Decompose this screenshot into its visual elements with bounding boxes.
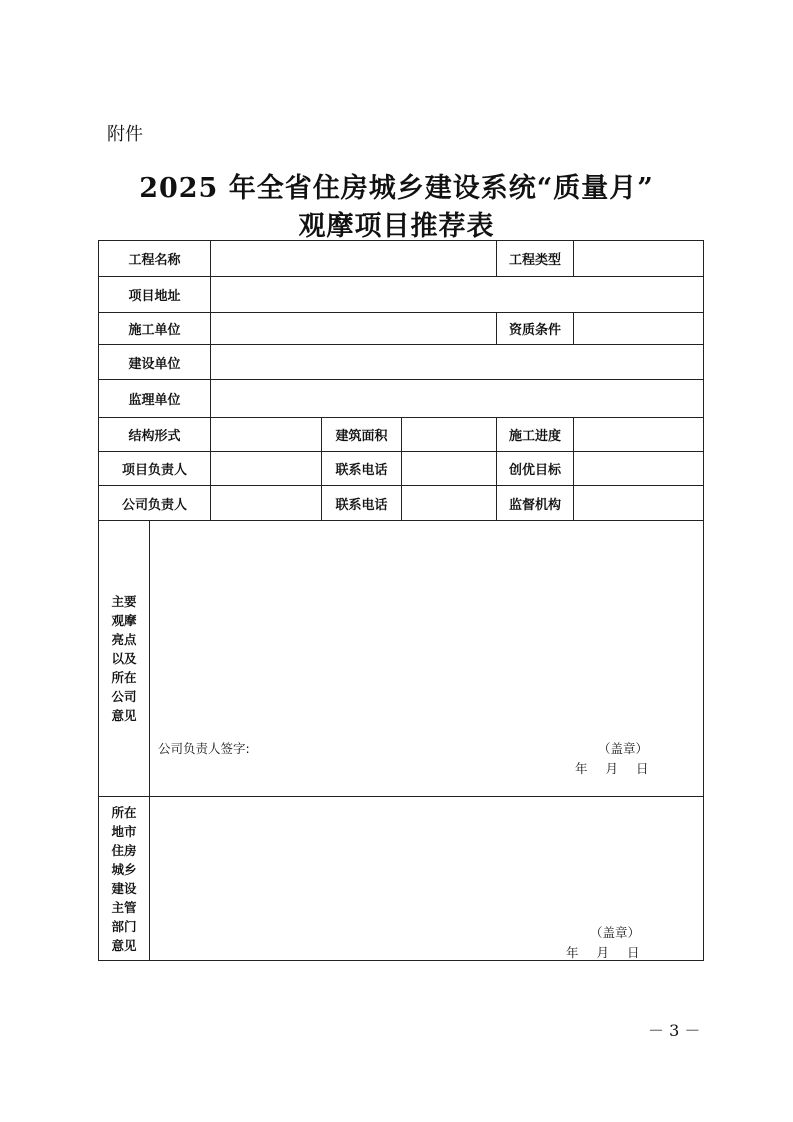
form-title-line2: 观摩项目推荐表	[298, 211, 495, 242]
qualification-label: 资质条件	[497, 313, 574, 345]
company-manager-field[interactable]	[211, 486, 322, 521]
company-signature-label: 公司负责人签字:	[158, 741, 250, 756]
excellence-goal-label: 创优目标	[497, 452, 574, 486]
highlights-opinion-area[interactable]	[150, 521, 704, 797]
row-construction-unit	[99, 313, 704, 345]
project-name-field[interactable]	[211, 241, 497, 277]
highlights-label-text: 主要观摩亮点以及所在公司意见	[111, 594, 137, 723]
project-address-field[interactable]	[211, 277, 704, 313]
row-supervision-unit	[99, 380, 704, 418]
contact-phone-label: 联系电话	[322, 452, 402, 486]
row-building-unit	[99, 345, 704, 380]
city-dept-label	[99, 797, 150, 961]
row-project-name	[99, 241, 704, 277]
building-area-field[interactable]	[402, 418, 497, 452]
supervising-agency-field[interactable]	[574, 486, 704, 521]
construction-unit-field[interactable]	[211, 313, 497, 345]
contact-phone-field[interactable]	[402, 486, 497, 521]
seal-label: （盖章）	[590, 925, 641, 940]
excellence-goal-field[interactable]	[574, 452, 704, 486]
row-structure	[99, 418, 704, 452]
recommendation-form-table	[98, 240, 704, 961]
construction-progress-field[interactable]	[574, 418, 704, 452]
contact-phone-field[interactable]	[402, 452, 497, 486]
building-area-label: 建筑面积	[322, 418, 402, 452]
building-unit-label: 建设单位	[99, 345, 211, 380]
row-project-address	[99, 277, 704, 313]
qualification-field[interactable]	[574, 313, 704, 345]
form-title-line1: 2025 年全省住房城乡建设系统“质量月”	[139, 173, 654, 204]
supervision-unit-field[interactable]	[211, 380, 704, 418]
row-project-manager	[99, 452, 704, 486]
supervision-unit-label: 监理单位	[99, 380, 211, 418]
structure-form-label: 结构形式	[99, 418, 211, 452]
row-city-dept	[99, 797, 704, 961]
building-unit-field[interactable]	[211, 345, 704, 380]
attachment-label: 附件	[107, 124, 143, 145]
highlights-label	[99, 521, 150, 797]
company-manager-label: 公司负责人	[99, 486, 211, 521]
page-number: － 3 －	[648, 1021, 701, 1040]
seal-label: （盖章）	[598, 741, 649, 756]
row-highlights	[99, 521, 704, 797]
structure-form-field[interactable]	[211, 418, 322, 452]
contact-phone-label: 联系电话	[322, 486, 402, 521]
city-dept-label-text: 所在地市住房城乡建设主管部门意见	[111, 804, 137, 953]
row-company-manager	[99, 486, 704, 521]
project-manager-label: 项目负责人	[99, 452, 211, 486]
supervising-agency-label: 监督机构	[497, 486, 574, 521]
city-dept-opinion-area[interactable]	[150, 797, 704, 961]
date-line: 年 月 日	[575, 761, 649, 776]
construction-unit-label: 施工单位	[99, 313, 211, 345]
construction-progress-label: 施工进度	[497, 418, 574, 452]
project-manager-field[interactable]	[211, 452, 322, 486]
project-type-field[interactable]	[574, 241, 704, 277]
project-name-label: 工程名称	[99, 241, 211, 277]
project-address-label: 项目地址	[99, 277, 211, 313]
project-type-label: 工程类型	[497, 241, 574, 277]
date-line: 年 月 日	[566, 945, 640, 960]
